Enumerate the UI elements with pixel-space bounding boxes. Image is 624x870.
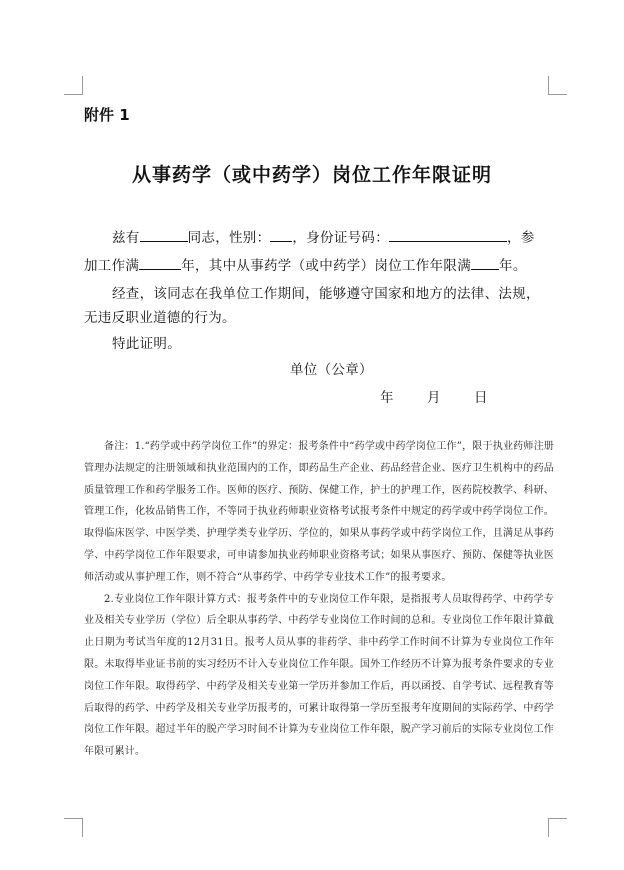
text-work-years: 加工作满 (84, 258, 140, 274)
paragraph-1 (112, 226, 535, 246)
paragraph-2 (84, 254, 527, 274)
paragraph-3-line-2: 无违反职业道德的行为。 (84, 310, 236, 326)
note-1: 备注：1.“药学或中药学岗位工作”的界定：报考条件中“药学或中药学岗位工作”，限于执业药师注册管理办法规定的注册领域和执业范围内的工作，即药品生产企业、药品经营企业、医疗卫生机构中的药品质量管理工作和药学服务工作。医师的医疗、预防、保健工作，护士的护理工作，医药院校教学、科研、管理工作，化妆品销售工作，不等同于执业药师职业资格考试报考条件中规定的药学或中药学岗位工作。取得临床医学、中医学类、护理学类专业学历、学位的，如果从事药学或中药学岗位工作，且满足从事药学、中药学岗位工作年限要求，可申请参加执业药师职业资格考试；如果从事医疗、预防、保健等执业医师活动或从事护理工作，则不符合“从事药学、中药学专业技术工作”的报考要求。 (84, 441, 554, 583)
id-number-blank[interactable] (389, 229, 507, 242)
note-2: 2.专业岗位工作年限计算方式：报考条件中的专业岗位工作年限，是指报考人员取得药学、中药学专业及相关专业学历（学位）后全职从事药学、中药学专业岗位工作时间的总和。专业岗位工作年限计算截止日期为考试当年度的12月31日。报考人员从事的非药学、非中药学工作时间不计算为专业岗位工作年限。未取得毕业证书前的实习经历不计入专业岗位工作年限。国外工作经历不计算为报考条件要求的专业岗位工作年限。取得药学、中药学及相关专业第一学历并参加工作后，再以函授、自学考试、远程教育等后取得的药学、中药学及相关专业学历报考的，可累计取得第一学历至报考年度期间的实际药学、中药学岗位工作年限。超过半年的脱产学习时间不计算为专业岗位工作年限，脱产学习前后的实际专业岗位工作年限可累计。 (84, 593, 554, 758)
crop-mark-top-left (64, 76, 83, 95)
date-day-label: 日 (474, 390, 488, 406)
date-year-label: 年 (380, 390, 394, 406)
name-blank[interactable] (140, 229, 188, 242)
total-years-blank[interactable] (139, 257, 181, 270)
date-month-label: 月 (427, 390, 441, 406)
text-zi-you: 兹有 (112, 230, 140, 246)
text-id-number: ，身份证号码： (292, 230, 390, 246)
date-line (380, 386, 488, 406)
document-title: 从事药学（或中药学）岗位工作年限证明 (131, 164, 492, 186)
unit-seal-label: 单位（公章） (290, 362, 373, 378)
gender-blank[interactable] (270, 229, 292, 242)
crop-mark-bottom-left (64, 818, 83, 837)
text-pharmacy-years: 年，其中从事药学（或中药学）岗位工作年限满 (181, 258, 472, 274)
certify-text: 特此证明。 (112, 336, 181, 352)
attachment-label: 附件 1 (84, 106, 130, 124)
crop-mark-top-right (548, 76, 567, 95)
text-gender: 同志，性别： (187, 230, 271, 246)
pharmacy-years-blank[interactable] (471, 257, 499, 270)
text-can: ，参 (507, 230, 535, 246)
crop-mark-bottom-right (548, 818, 567, 837)
text-year-end: 年。 (499, 258, 527, 274)
notes-section (84, 436, 554, 763)
paragraph-3-line-1: 经查，该同志在我单位工作期间，能够遵守国家和地方的法律、法规， (112, 286, 540, 302)
